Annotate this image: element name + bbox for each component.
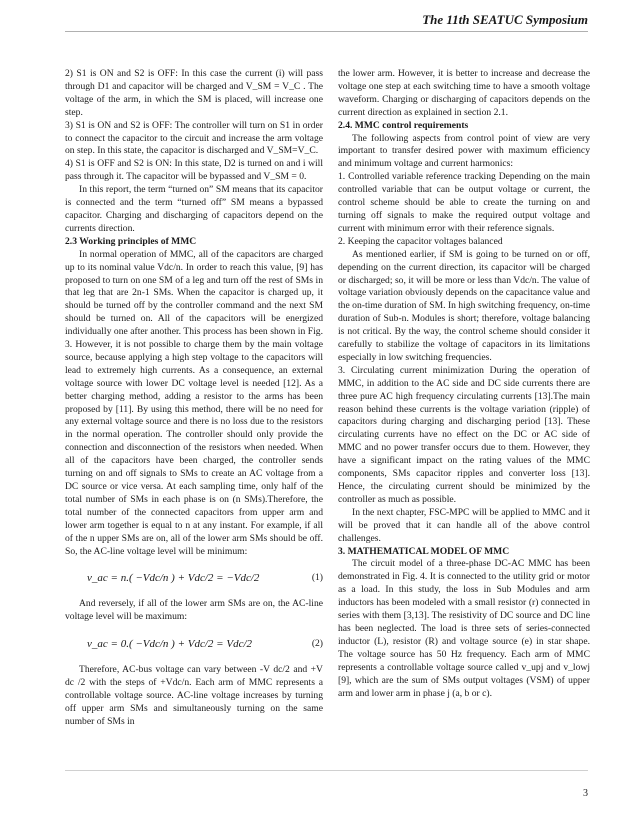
paragraph: 3) S1 is ON and S2 is OFF: The controller will turn on S1 in order to connect the capacitor to the circuit and increase the arm voltage on step. In this state, the capacitor is discharged and V_SM=V_C.	[65, 119, 323, 157]
equation-1-formula: v_ac = n.( −Vdc/n ) + Vdc/2 = −Vdc/2	[87, 571, 260, 584]
paragraph: 2) S1 is ON and S2 is OFF: In this case the current (i) will pass through D1 and capacitor will be charged and V_SM = V_C . The voltage of the arm, in which the SM is placed, will increase one step.	[65, 68, 323, 118]
page-header: The 11th SEATUC Symposium	[422, 12, 588, 27]
paragraph: In this report, the term “turned on” SM means that its capacitor is connected and the term “turned off” SM means a bypassed capacitor. Charging and discharging of capacitors depend on the currents direction.	[65, 184, 323, 234]
left-column	[65, 68, 323, 729]
equation-1-number: (1)	[311, 571, 323, 583]
section-heading-2-3: 2.3 Working principles of MMC	[65, 235, 197, 247]
paragraph: 3. Circulating current minimization During the operation of MMC, in addition to the AC side and DC side currents there are three pure AC high frequency circulating currents [13].The main reason behind these currents is the voltage variation (ripple) of capacitors during charging and discharging period [13]. These circulating currents have no effect on the DC or AC side of MMC and no power transfer occurs due to them. However, they have a significant impact on the rating values of the MMC components, SMs capacitor ripples and converter loss [13]. Hence, the circulating current should be minimized by the controller as much as possible.	[338, 364, 590, 505]
section-heading-2-4: 2.4. MMC control requirements	[338, 119, 469, 131]
equation-1	[65, 558, 323, 598]
paragraph: 2. Keeping the capacitor voltages balanced	[338, 235, 503, 247]
paragraph: In normal operation of MMC, all of the capacitors are charged up to its nominal value Vdc/n. In order to reach this value, [9] has proposed to turn on one SM of a leg and turn off the rest of SMs in that leg that are 2n-1 SMs. When the capacitor is charged up, it should be turned off by the controller command and the next SM should be turned on. All of the capacitors will be energized individually one after another. This process has been shown in Fig. 3. However, it is not possible to charge them by the main voltage source, because applying a high step voltage to the capacitors will lead to extremely high currents. As a consequence, an external voltage source with lower DC voltage level is needed [12]. As a better charging method, adding a resistor to the arms has been proposed by [11]. By using this method, there will be no need for any external voltage source and there is no loss due to the resistors in the normal operation. The controller should only provide the connection and disconnection of the resistors when needed. When all of the capacitors have been charged, the controller sends turning on and off signals to SMs to create an AC voltage from a DC source or vice versa. At each sampling time, only half of the total number of SMs in each phase is on (n SMs).Therefore, the total number of the connected capacitors from upper arm and lower arm together is equal to n at any instant. For example, if all of the n upper SMs are on, all of the lower arm SMs should be off. So, the AC-line voltage level will be minimum:	[65, 248, 323, 557]
page-number: 3	[583, 788, 588, 799]
paragraph: And reversely, if all of the lower arm SMs are on, the AC-line voltage level will be maximum:	[65, 598, 323, 623]
paragraph: The circuit model of a three-phase DC-AC MMC has been demonstrated in Fig. 4. It is connected to the utility grid or motor as a load. In this study, the loss in Sub Modules and arm inductors has been modeled with a small resistor (r) connected in series with them [3,13]. The resistivity of DC source and DC line has been neglected. The load is three sets of series-connected inductor (L), resistor (R) and voltage source (e) in star shape. The voltage source has 50 Hz frequency. Each arm of MMC represents a controllable voltage source called v_upj and v_lowj [9], which are the sum of SMs output voltages (VSM) of upper arm and lower arm in phase j (a, b or c).	[338, 558, 590, 699]
paragraph: the lower arm. However, it is better to increase and decrease the voltage one step at each switching time to have a smooth voltage waveform. Charging or discharging of capacitors depends on the current direction as explained in section 2.1.	[338, 68, 590, 118]
paragraph: As mentioned earlier, if SM is going to be turned on or off, depending on the current direction, its capacitor will be charged or discharged; so, it will be more or less than Vdc/n. The value of voltage variation obviously depends on the capacitance value and the on-time duration of SM. In high switching frequency, on-time duration of Sub-n. Modules is short; therefore, voltage balancing is not critical. By the way, the control scheme should consider it carefully to stabilize the voltage of capacitors in its limitations especially in low switching frequencies.	[338, 248, 590, 363]
equation-2-formula: v_ac = 0.( −Vdc/n ) + Vdc/2 = Vdc/2	[87, 637, 253, 650]
paragraph: Therefore, AC-bus voltage can vary between -V dc/2 and +V dc /2 with the steps of +Vdc/n. Each arm of MMC represents a controllable voltage source. AC-line voltage increases by turning off upper arm SMs and simultaneously turning on the same number of SMs in	[65, 664, 323, 727]
right-column	[338, 68, 590, 700]
paragraph: The following aspects from control point of view are very important to transfer desired power with maximum efficiency and minimum voltage and current harmonics:	[338, 132, 590, 170]
equation-2-number: (2)	[311, 637, 323, 649]
footer-divider	[65, 770, 588, 771]
header-divider	[65, 31, 588, 32]
paragraph: 1. Controlled variable reference tracking Depending on the main controlled variable that can be output voltage or current, the control scheme should be able to create the turning on and turning off signals to make the required output voltage and current with minimum error with their reference signals.	[338, 171, 590, 234]
section-heading-3: 3. MATHEMATICAL MODEL OF MMC	[338, 545, 510, 557]
paragraph: In the next chapter, FSC-MPC will be applied to MMC and it will be proved that it can handle all of the above control challenges.	[338, 506, 590, 544]
paragraph: 4) S1 is OFF and S2 is ON: In this state, D2 is turned on and i will pass through it. The capacitor will be bypassed and V_SM = 0.	[65, 158, 323, 183]
equation-2	[65, 624, 323, 664]
